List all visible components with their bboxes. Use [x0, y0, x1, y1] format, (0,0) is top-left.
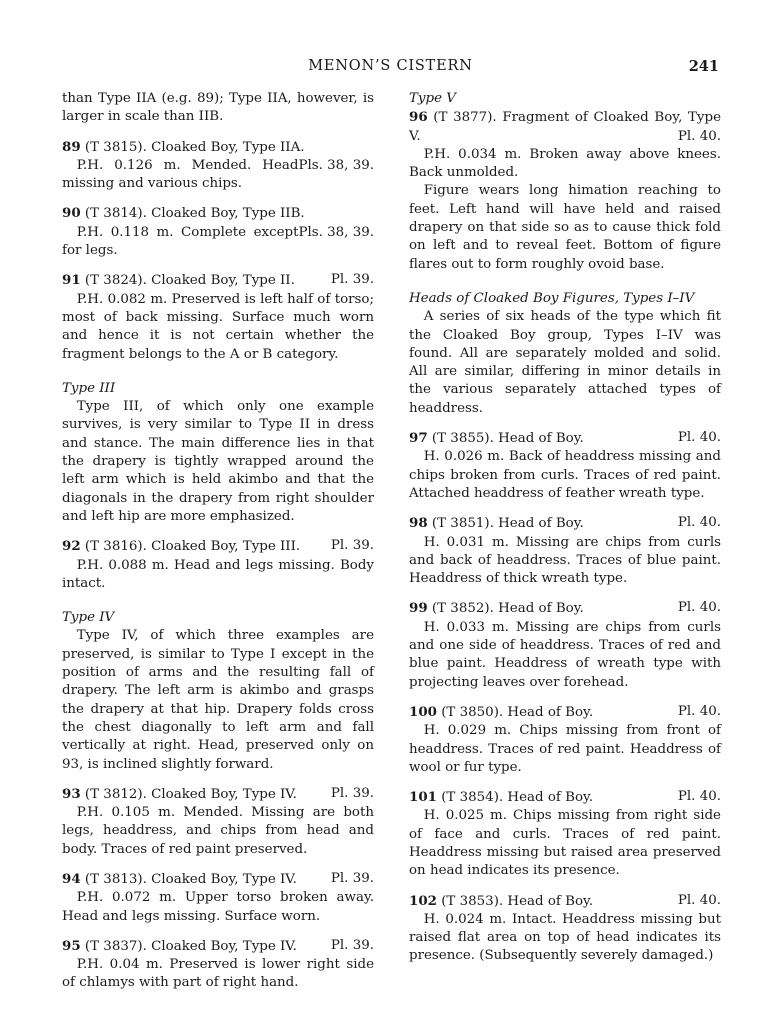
- entry-description: P.H. 0.072 m. Upper torso broken away. Head and legs missing. Surface worn.: [62, 890, 374, 924]
- plate-reference: Pl. 40.: [677, 892, 721, 908]
- entry-number: 93: [62, 785, 81, 802]
- catalog-entry-92: [62, 537, 374, 593]
- entry-number: 97: [409, 430, 428, 447]
- plate-reference: Pl. 40.: [677, 703, 721, 719]
- entry-number: 99: [409, 600, 428, 617]
- entry-heading: [409, 429, 721, 448]
- plate-reference: Pl. 40.: [677, 128, 721, 144]
- catalog-entry-99: [409, 599, 721, 691]
- catalog-entry-95: [62, 937, 374, 993]
- entry-title: (T 3824). Cloaked Boy, Type II.: [80, 273, 295, 289]
- entry-description: H. 0.031 m. Missing are chips from curls and back of headdress. Traces of blue paint. Headdress of thick wreath type.: [409, 534, 721, 587]
- catalog-entry-98: [409, 514, 721, 588]
- entry-title: (T 3850). Head of Boy.: [436, 704, 594, 720]
- entry-title: (T 3877). Fragment of Cloaked Boy, Type V.: [409, 110, 721, 144]
- page-header: [62, 58, 719, 78]
- plate-reference: Pl. 40.: [677, 789, 721, 805]
- entry-number: 91: [62, 272, 81, 289]
- page-number: 241: [688, 58, 719, 75]
- section-heading-type-iv: Type IV: [62, 610, 115, 626]
- entry-number: 96: [409, 109, 428, 126]
- entry-number: 98: [409, 515, 428, 532]
- entry-number: 94: [62, 870, 81, 887]
- entry-title: (T 3816). Cloaked Boy, Type III.: [80, 539, 301, 555]
- entry-heading: [409, 599, 721, 618]
- entry-description: H. 0.025 m. Chips missing from right side of face and curls. Traces of red paint. Headdress missing but raised area preserved on head indicates its presence.: [409, 808, 721, 879]
- entry-heading: [409, 108, 721, 146]
- entry-description: P.H. 0.105 m. Mended. Missing are both legs, headdress, and chips from head and body. Traces of red paint preserved.: [62, 805, 374, 857]
- plate-reference: Pl. 39.: [330, 785, 374, 801]
- section-paragraph: Type IV, of which three examples are preserved, is similar to Type I except in the position of arms and the resulting fall of drapery. The left arm is akimbo and grasps the drapery at that hip. Drapery folds cross the chest diagonally to left arm and fall vertically at right. Head, preserved only on 93, is inclined slightly forward.: [62, 628, 374, 772]
- entry-description: P.H. 0.082 m. Preserved is left half of torso; most of back missing. Surface much worn and hence it is not certain whether the fragment belongs to the A or B category.: [62, 291, 374, 362]
- entry-title: (T 3855). Head of Boy.: [427, 431, 584, 447]
- catalog-entry-93: [62, 785, 374, 859]
- catalog-entry-96: [409, 108, 721, 274]
- entry-heading: [62, 785, 374, 804]
- entry-number: 101: [409, 789, 437, 806]
- entry-title: (T 3853). Head of Boy.: [436, 893, 594, 909]
- plate-reference: Pl. 40.: [677, 515, 721, 531]
- section-heading-heads: Heads of Cloaked Boy Figures, Types I–IV: [409, 290, 695, 306]
- entry-title: (T 3813). Cloaked Boy, Type IV.: [80, 871, 297, 887]
- section-paragraph: A series of six heads of the type which fit the Cloaked Boy group, Types I–IV was found. All are separately molded and solid. All are similar, differing in minor details in the various separately attached types of headdress.: [409, 309, 721, 416]
- entry-heading: [409, 703, 721, 722]
- plate-reference: Pl. 40.: [677, 430, 721, 446]
- entry-number: 100: [409, 703, 437, 720]
- entry-title: (T 3854). Head of Boy.: [436, 790, 594, 806]
- catalog-entry-102: [409, 892, 721, 966]
- entry-heading: [62, 870, 374, 889]
- entry-heading: [62, 271, 374, 290]
- catalog-entry-97: [409, 429, 721, 503]
- entry-number: 102: [409, 892, 437, 909]
- section-paragraph: Type III, of which only one example survives, is very similar to Type II in dress and stance. The main difference lies in that the drapery is tightly wrapped around the left arm which is held akimbo and that the diagonals in the drapery from right shoulder and left hip are more emphasized.: [62, 399, 374, 524]
- left-column: [62, 90, 374, 993]
- catalog-entry-89: [62, 138, 374, 194]
- catalog-entry-100: [409, 703, 721, 777]
- entry-heading: [62, 204, 374, 240]
- entry-description: H. 0.024 m. Intact. Headdress missing but raised flat area on top of head indicates its presence. (Subsequently severely damaged.): [409, 911, 721, 964]
- entry-number: 92: [62, 538, 81, 555]
- entry-title: (T 3837). Cloaked Boy, Type IV.: [80, 938, 297, 954]
- plate-reference: Pls. 38, 39.: [298, 224, 374, 240]
- entry-heading: [62, 937, 374, 956]
- entry-heading: [409, 514, 721, 533]
- running-title: MENON’S CISTERN: [308, 58, 473, 74]
- entry-title: (T 3851). Head of Boy.: [427, 516, 584, 532]
- section-heading-type-iii: Type III: [62, 380, 116, 396]
- entry-description: P.H. 0.118 m. Complete except for legs.: [62, 224, 299, 259]
- entry-number: 89: [62, 138, 81, 155]
- entry-description: H. 0.026 m. Back of headdress missing and chips broken from curls. Traces of red paint. Attached headdress of feather wreath type.: [409, 449, 721, 501]
- plate-reference: Pl. 39.: [330, 538, 374, 554]
- continued-paragraph: than Type IIA (e.g. 89); Type IIA, however, is larger in scale than IIB.: [62, 91, 374, 125]
- entry-heading: [409, 788, 721, 807]
- entry-heading: [62, 138, 374, 173]
- right-column: [409, 90, 721, 966]
- plate-reference: Pl. 39.: [330, 272, 374, 288]
- entry-title: (T 3815). Cloaked Boy, Type IIA.: [80, 139, 305, 155]
- entry-number: 90: [62, 205, 81, 222]
- catalog-entry-101: [409, 788, 721, 880]
- entry-description: P.H. 0.04 m. Preserved is lower right side of chlamys with part of right hand.: [62, 957, 374, 991]
- entry-description: H. 0.029 m. Chips missing from front of headdress. Traces of red paint. Headdress of wool or fur type.: [409, 723, 721, 775]
- entry-title: (T 3852). Head of Boy.: [427, 601, 584, 617]
- plate-reference: Pl. 39.: [330, 937, 374, 953]
- plate-reference: Pl. 40.: [677, 600, 721, 616]
- catalog-entry-94: [62, 870, 374, 926]
- section-heading-type-v: Type V: [409, 91, 456, 106]
- catalog-entry-91: [62, 271, 374, 363]
- entry-description: P.H. 0.034 m. Broken away above knees. Back unmolded.: [409, 146, 721, 181]
- entry-description: P.H. 0.126 m. Mended. Head missing and various chips.: [62, 157, 299, 192]
- plate-reference: Pl. 39.: [330, 870, 374, 886]
- entry-description: P.H. 0.088 m. Head and legs missing. Body intact.: [62, 557, 374, 591]
- plate-reference: Pls. 38, 39.: [298, 157, 374, 173]
- entry-title: (T 3812). Cloaked Boy, Type IV.: [80, 786, 297, 802]
- catalog-entry-90: [62, 204, 374, 260]
- entry-discussion: Figure wears long himation reaching to feet. Left hand will have held and raised drapery on that side so as to cause thick fold on left and to reveal feet. Bottom of figure flares out to form roughly ovoid base.: [409, 183, 721, 272]
- entry-heading: [409, 892, 721, 911]
- entry-title: (T 3814). Cloaked Boy, Type IIB.: [80, 206, 305, 222]
- entry-description: H. 0.033 m. Missing are chips from curls and one side of headdress. Traces of red and blue paint. Headdress of wreath type with projecting leaves over forehead.: [409, 619, 721, 690]
- entry-number: 95: [62, 937, 81, 954]
- entry-heading: [62, 537, 374, 556]
